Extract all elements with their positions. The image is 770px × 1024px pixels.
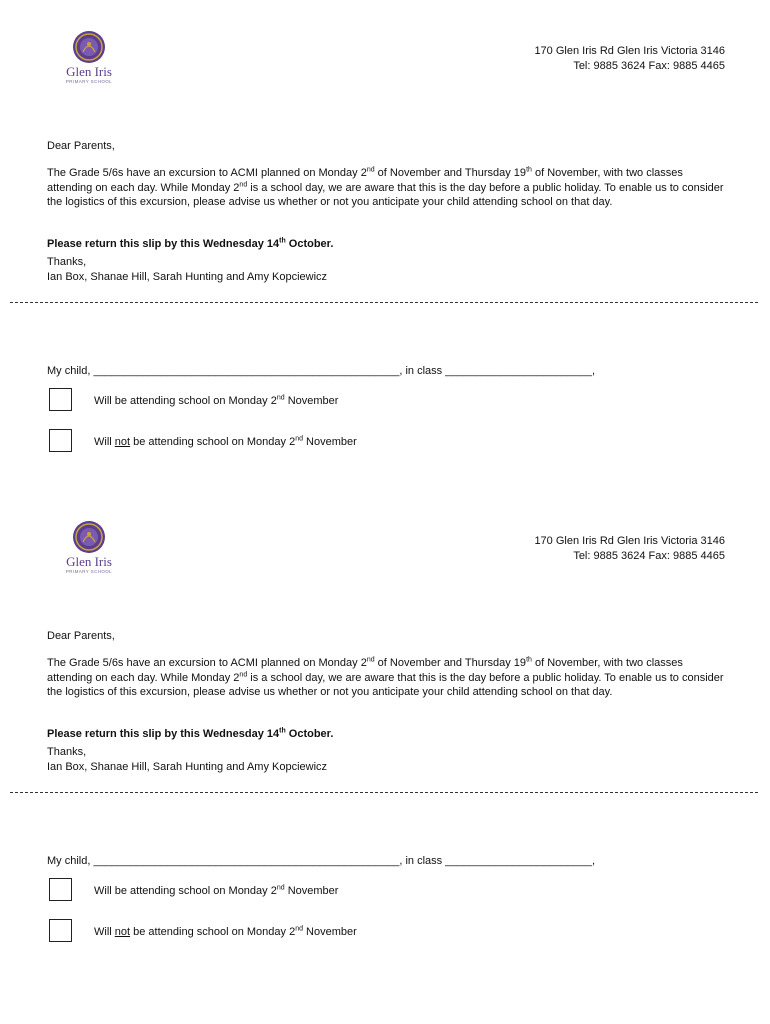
option-not-attending[interactable] [49,919,549,943]
letter-body: The Grade 5/6s have an excursion to ACMI planned on Monday 2nd of November and Thursday 19th of November, with two classes attending on each day. While Monday 2nd is a school day, we are aware that this is the day before a public holiday. To enable us to consider the logistics of this excursion, please advise us whether or not you anticipate your child attending school on that day. [47,656,724,698]
option-attending[interactable] [49,878,549,902]
sign-off [47,745,727,774]
not-attending-checkbox[interactable] [49,429,72,452]
school-address [534,534,725,563]
phone-line: Tel: 9885 3624 Fax: 9885 4465 [573,59,725,72]
notice-copy-2 [0,490,770,980]
letter-body: The Grade 5/6s have an excursion to ACMI planned on Monday 2nd of November and Thursday 19th of November, with two classes attending on each day. While Monday 2nd is a school day, we are aware that this is the day before a public holiday. To enable us to consider the logistics of this excursion, please advise us whether or not you anticipate your child attending school on that day. [47,166,724,208]
cut-line [10,302,758,303]
not-attending-label: Will not be attending school on Monday 2nd November [94,925,357,938]
option-attending[interactable] [49,388,549,412]
logo-subtitle: PRIMARY SCHOOL [65,569,113,574]
notice-copy-1 [0,0,770,490]
option-not-attending[interactable] [49,429,549,453]
attending-checkbox[interactable] [49,878,72,901]
cut-line [10,792,758,793]
attending-checkbox[interactable] [49,388,72,411]
phone-line: Tel: 9885 3624 Fax: 9885 4465 [573,549,725,562]
return-instruction: Please return this slip by this Wednesday 14th October. [47,727,334,740]
thanks-text: Thanks, [47,256,87,268]
child-class-line[interactable]: My child, __________________________________________________, in class ________________________, [47,365,596,377]
logo-name: Glen Iris [66,554,112,569]
school-logo [60,520,118,574]
school-crest-icon [71,520,107,554]
logo-subtitle: PRIMARY SCHOOL [65,79,113,84]
signatories: Ian Box, Shanae Hill, Sarah Hunting and Amy Kopciewicz [47,270,328,283]
salutation: Dear Parents, [47,630,115,642]
return-instruction: Please return this slip by this Wednesday 14th October. [47,237,334,250]
sign-off [47,255,727,284]
logo-name: Glen Iris [66,64,112,79]
school-logo [60,30,118,84]
signatories: Ian Box, Shanae Hill, Sarah Hunting and Amy Kopciewicz [47,760,328,773]
address-line: 170 Glen Iris Rd Glen Iris Victoria 3146 [534,45,725,57]
salutation: Dear Parents, [47,140,115,152]
not-attending-label: Will not be attending school on Monday 2nd November [94,435,357,448]
attending-label: Will be attending school on Monday 2nd November [94,884,339,897]
address-line: 170 Glen Iris Rd Glen Iris Victoria 3146 [534,535,725,547]
school-crest-icon [71,30,107,64]
thanks-text: Thanks, [47,746,87,758]
not-attending-checkbox[interactable] [49,919,72,942]
attending-label: Will be attending school on Monday 2nd November [94,394,339,407]
child-class-line[interactable]: My child, __________________________________________________, in class ________________________, [47,855,596,867]
school-address [534,44,725,73]
